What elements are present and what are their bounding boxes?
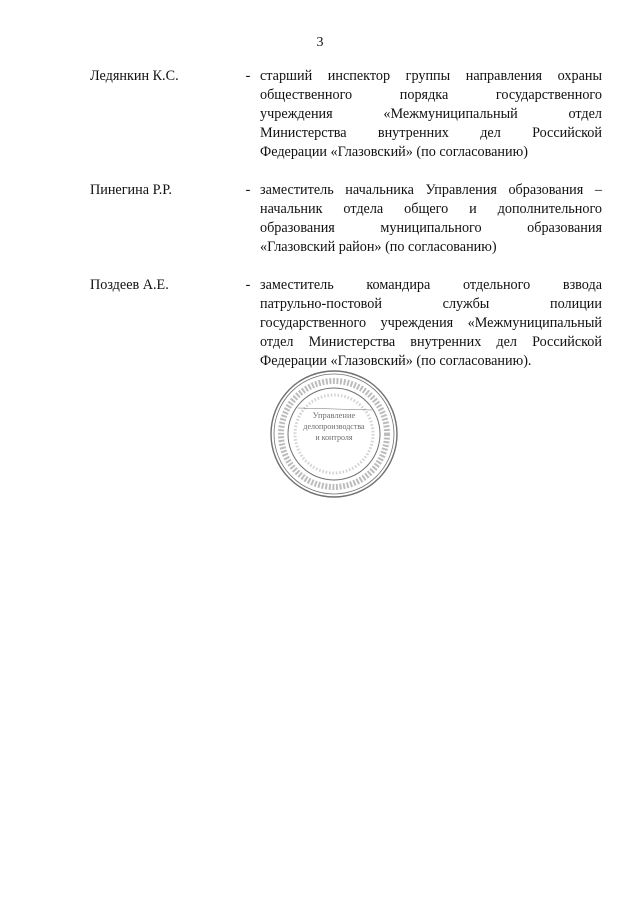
member-name: Ледянкин К.С. [90,68,179,84]
seal-line: Управление [312,410,356,420]
list-item [90,276,602,371]
dash-separator: - [245,182,251,198]
member-role [260,67,602,162]
member-list [90,67,602,390]
role-line: общественного порядка государственного [260,87,602,103]
list-item [90,67,602,162]
member-role [260,276,602,371]
role-line: начальник отдела общего и дополнительного [260,201,602,217]
role-line: заместитель командира отдельного взвода [260,277,602,293]
role-line: учреждения «Межмуниципальный отдел [260,106,602,122]
dash-separator: - [245,68,251,84]
role-line: образования муниципального образования [260,220,602,236]
role-line: патрульно-постовой службы полиции [260,296,602,312]
member-name: Поздеев А.Е. [90,277,169,293]
seal-line: делопроизводства [303,422,365,431]
seal-line: и контроля [315,433,353,442]
role-line: заместитель начальника Управления образования – [260,182,602,198]
member-name: Пинегина Р.Р. [90,182,172,198]
dash-separator: - [245,277,251,293]
role-line: Федерации «Глазовский» (по согласованию). [260,353,532,369]
role-line: отдел Министерства внутренних дел Российской [260,334,602,350]
role-line: Федерации «Глазовский» (по согласованию) [260,144,528,160]
official-seal-stamp [268,368,400,500]
page-number: 3 [316,35,324,50]
member-role [260,181,602,257]
role-line: Министерства внутренних дел Российской [260,125,602,141]
role-line: «Глазовский район» (по согласованию) [260,239,497,255]
role-line: государственного учреждения «Межмуниципальный [260,315,602,331]
role-line: старший инспектор группы направления охраны [260,68,602,84]
list-item [90,181,602,257]
